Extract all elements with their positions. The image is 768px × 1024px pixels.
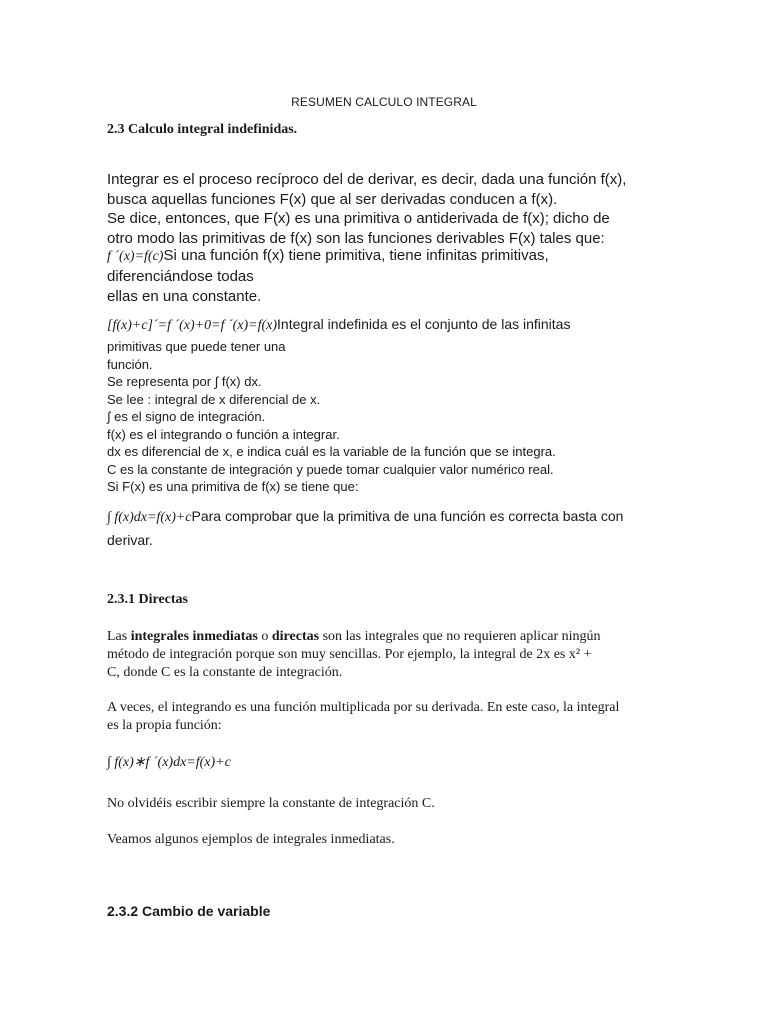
direct-line: C, donde C es la constante de integración.	[107, 665, 343, 680]
formula-2-trailing-text: Integral indefinida es el conjunto de las infinitas	[277, 316, 571, 332]
examples-intro: Veamos algunos ejemplos de integrales inmediatas.	[107, 832, 395, 847]
direct-integrals-paragraph	[107, 628, 601, 682]
formula-1-line	[107, 246, 549, 266]
definition-line: Se representa por ∫ f(x) dx.	[107, 374, 262, 389]
section-heading-2-3: 2.3 Calculo integral indefinidas.	[107, 122, 298, 137]
definition-line: f(x) es el integrando o función a integrar.	[107, 426, 340, 442]
derivar-text: derivar.	[107, 532, 153, 548]
formula-derivative-identity: [f(x)+c]´=f ´(x)+0=f ´(x)=f(x)	[107, 318, 278, 333]
formula-3-trailing-text: Para comprobar que la primitiva de una función es correcta basta con	[191, 508, 624, 524]
definition-line: Si F(x) es una primitiva de f(x) se tiene que:	[107, 479, 359, 494]
formula-product-derivative: ∫ f(x)∗f ´(x)dx=f(x)+c	[107, 755, 231, 770]
formula-primitive-definition: f ´(x)=f(c)	[107, 249, 164, 264]
primitives-line: diferenciándose todas	[107, 268, 254, 285]
formula-1-trailing-text: Si una función f(x) tiene primitiva, tiene infinitas primitivas,	[163, 247, 549, 264]
direct-line: Las integrales inmediatas o directas son las integrales que no requieren aplicar ningún	[107, 629, 601, 644]
integrand-line: es la propia función:	[107, 718, 222, 733]
definition-line: función.	[107, 356, 153, 372]
intro-line: otro modo las primitivas de f(x) son las funciones derivables F(x) tales que:	[107, 229, 605, 247]
definition-line: ∫ es el signo de integración.	[107, 409, 266, 424]
constant-reminder: No olvidéis escribir siempre la constante de integración C.	[107, 796, 435, 811]
integrand-paragraph	[107, 699, 619, 735]
definition-line: C es la constante de integración y puede tomar cualquier valor numérico real.	[107, 461, 554, 477]
definition-line: Se lee : integral de x diferencial de x.	[107, 391, 321, 407]
direct-line: método de integración porque son muy sencillas. Por ejemplo, la integral de 2x es x² +	[107, 647, 592, 662]
definition-line: primitivas que puede tener una	[107, 339, 286, 354]
document-title: RESUMEN CALCULO INTEGRAL	[291, 95, 477, 109]
intro-line: Integrar es el proceso recíproco del de derivar, es decir, dada una función f(x),	[107, 171, 627, 188]
intro-line: busca aquellas funciones F(x) que al ser derivadas conducen a f(x).	[107, 190, 558, 208]
primitives-line: ellas en una constante.	[107, 287, 262, 305]
formula-2-line	[107, 316, 570, 334]
formula-indefinite-integral: ∫ f(x)dx=f(x)+c	[107, 510, 192, 525]
primitives-paragraph	[107, 267, 261, 306]
section-heading-2-3-1: 2.3.1 Directas	[107, 592, 188, 607]
intro-paragraph	[107, 170, 626, 248]
intro-line: Se dice, entonces, que F(x) es una primitiva o antiderivada de f(x); dicho de	[107, 210, 610, 227]
definition-line: dx es diferencial de x, e indica cuál es la variable de la función que se integra.	[107, 444, 556, 459]
formula-3-line	[107, 508, 623, 526]
definition-list	[107, 338, 556, 496]
section-heading-2-3-2: 2.3.2 Cambio de variable	[107, 903, 271, 919]
integrand-line: A veces, el integrando es una función multiplicada por su derivada. En este caso, la integral	[107, 700, 620, 715]
